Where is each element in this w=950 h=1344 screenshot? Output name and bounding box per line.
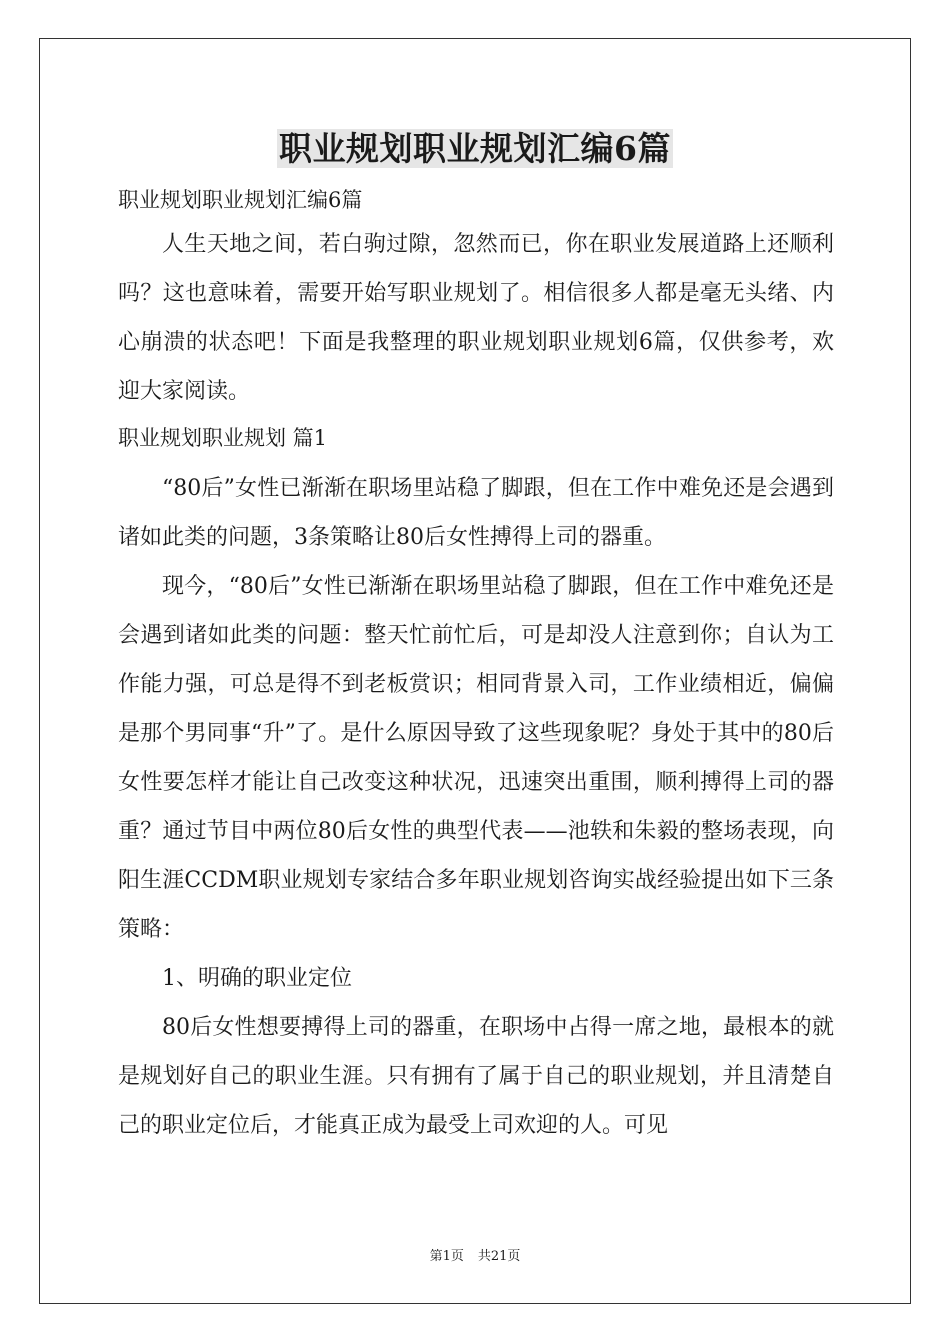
page-total: 共21页 bbox=[477, 1249, 521, 1264]
page-number: 第1页 bbox=[429, 1249, 464, 1264]
page-footer bbox=[0, 1248, 950, 1266]
body-paragraph-2: 现今，“80后”女性已渐渐在职场里站稳了脚跟，但在工作中难免还是会遇到诸如此类的问题：整天忙前忙后，可是却没人注意到你；自认为工作能力强，可总是得不到老板赏识；相同背景入司，工作业绩相近，偏偏是那个男同事“升”了。是什么原因导致了这些现象呢？身处于其中的80后女性要怎样才能让自己改变这种状况，迅速突出重围，顺利搏得上司的器重？通过节目中两位80后女性的典型代表——池轶和朱毅的整场表现，向阳生涯CCDM职业规划专家结合多年职业规划咨询实战经验提出如下三条策略： bbox=[118, 574, 834, 942]
body-paragraph-3: 80后女性想要搏得上司的器重，在职场中占得一席之地，最根本的就是规划好自己的职业生涯。只有拥有了属于自己的职业规划，并且清楚自己的职业定位后，才能真正成为最受上司欢迎的人。可见 bbox=[118, 1015, 834, 1138]
document-body bbox=[118, 180, 834, 1150]
intro-paragraph: 人生天地之间，若白驹过隙，忽然而已，你在职业发展道路上还顺利吗？这也意味着，需要开始写职业规划了。相信很多人都是毫无头绪、内心崩溃的状态吧！下面是我整理的职业规划职业规划6篇，仅供参考，欢迎大家阅读。 bbox=[118, 232, 834, 404]
document-subtitle: 职业规划职业规划汇编6篇 bbox=[118, 188, 363, 212]
document-title bbox=[0, 127, 950, 171]
section-heading: 职业规划职业规划 篇1 bbox=[118, 426, 328, 450]
body-paragraph-1: “80后”女性已渐渐在职场里站稳了脚跟，但在工作中难免还是会遇到诸如此类的问题，3条策略让80后女性搏得上司的器重。 bbox=[118, 476, 834, 550]
list-item-heading: 1、明确的职业定位 bbox=[162, 966, 352, 991]
document-title-text: 职业规划职业规划汇编6篇 bbox=[279, 129, 671, 168]
